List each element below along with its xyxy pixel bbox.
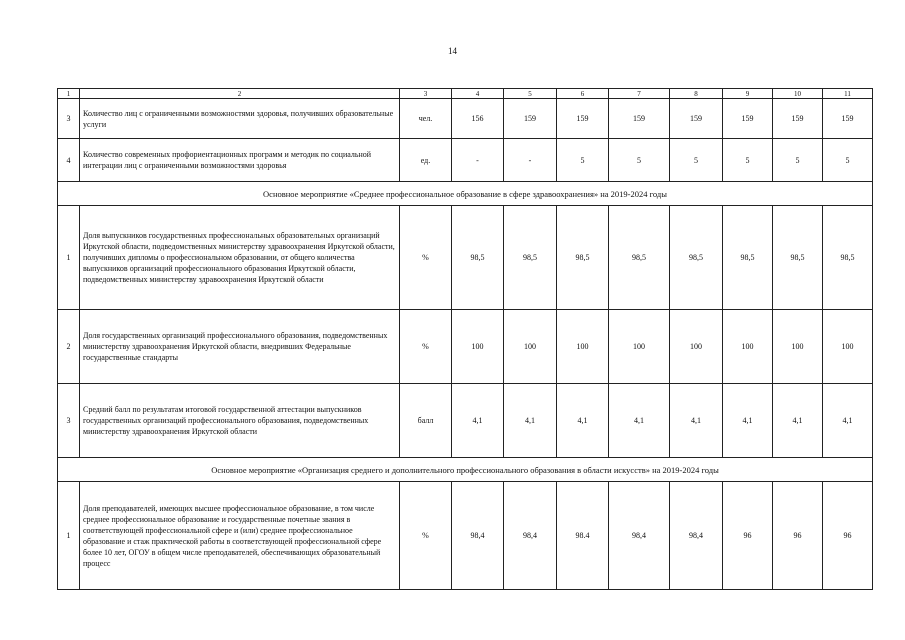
value-cell: 98,4: [670, 482, 723, 590]
unit-cell: балл: [400, 384, 452, 458]
value-cell: 100: [557, 310, 609, 384]
value-cell: 98,4: [609, 482, 670, 590]
value-cell: 4,1: [723, 384, 773, 458]
column-header-row: [58, 89, 873, 99]
value-cell: 159: [723, 99, 773, 139]
value-cell: 98,5: [557, 206, 609, 310]
value-cell: 159: [773, 99, 823, 139]
section-header-row: [58, 458, 873, 482]
value-cell: 159: [557, 99, 609, 139]
indicator-description: Доля государственных организаций профессионального образования, подведомственных министерству здравоохранения Иркутской области, внедривших Федеральные государственные стандарты: [80, 310, 400, 384]
section-title: Основное мероприятие «Организация среднего и дополнительного профессионального образования в области искусств» на 2019-2024 годы: [58, 458, 873, 482]
table-row: [58, 310, 873, 384]
value-cell: 5: [609, 139, 670, 182]
value-cell: 159: [823, 99, 873, 139]
row-number: 2: [58, 310, 80, 384]
value-cell: 4,1: [773, 384, 823, 458]
value-cell: 4,1: [609, 384, 670, 458]
value-cell: 5: [823, 139, 873, 182]
table-row: [58, 139, 873, 182]
value-cell: 98.4: [557, 482, 609, 590]
column-header: 11: [823, 89, 873, 99]
value-cell: 98,4: [504, 482, 557, 590]
value-cell: 100: [823, 310, 873, 384]
table-row: [58, 384, 873, 458]
value-cell: -: [452, 139, 504, 182]
table-row: [58, 482, 873, 590]
indicator-description: Количество современных профориентационных программ и методик по социальной интеграции лиц с ограниченными возможностями здоровья: [80, 139, 400, 182]
value-cell: 98,4: [452, 482, 504, 590]
value-cell: 98,5: [504, 206, 557, 310]
value-cell: 100: [452, 310, 504, 384]
column-header: 1: [58, 89, 80, 99]
column-header: 6: [557, 89, 609, 99]
indicators-table: [57, 88, 873, 590]
value-cell: 4,1: [823, 384, 873, 458]
table-row: [58, 206, 873, 310]
value-cell: 156: [452, 99, 504, 139]
unit-cell: ед.: [400, 139, 452, 182]
column-header: 10: [773, 89, 823, 99]
value-cell: 96: [823, 482, 873, 590]
indicator-description: Количество лиц с ограниченными возможностями здоровья, получивших образовательные услуги: [80, 99, 400, 139]
value-cell: 98,5: [823, 206, 873, 310]
column-header: 8: [670, 89, 723, 99]
value-cell: 5: [723, 139, 773, 182]
value-cell: -: [504, 139, 557, 182]
value-cell: 4,1: [670, 384, 723, 458]
table-row: [58, 99, 873, 139]
page-number: 14: [448, 46, 457, 56]
value-cell: 159: [609, 99, 670, 139]
unit-cell: %: [400, 206, 452, 310]
column-header: 9: [723, 89, 773, 99]
value-cell: 100: [670, 310, 723, 384]
column-header: 3: [400, 89, 452, 99]
section-title: Основное мероприятие «Среднее профессиональное образование в сфере здравоохранения» на 2019-2024 годы: [58, 182, 873, 206]
value-cell: 96: [723, 482, 773, 590]
value-cell: 98,5: [723, 206, 773, 310]
column-header: 5: [504, 89, 557, 99]
value-cell: 98,5: [773, 206, 823, 310]
unit-cell: %: [400, 310, 452, 384]
value-cell: 96: [773, 482, 823, 590]
row-number: 3: [58, 99, 80, 139]
row-number: 3: [58, 384, 80, 458]
value-cell: 5: [773, 139, 823, 182]
row-number: 1: [58, 482, 80, 590]
value-cell: 98,5: [670, 206, 723, 310]
indicator-description: Доля преподавателей, имеющих высшее профессиональное образование, в том числе среднее профессиональное образование и государственные почетные звания в соответствующей профессиональной сфере и (или) среднее профессиональное образование и стаж практической работы в соответствующей профессиональной сфере более 10 лет, ОГОУ в общем числе преподавателей, обеспечивающих образовательный процесс: [80, 482, 400, 590]
value-cell: 98,5: [452, 206, 504, 310]
unit-cell: чел.: [400, 99, 452, 139]
value-cell: 159: [504, 99, 557, 139]
value-cell: 5: [557, 139, 609, 182]
value-cell: 100: [773, 310, 823, 384]
value-cell: 98,5: [609, 206, 670, 310]
value-cell: 100: [723, 310, 773, 384]
unit-cell: %: [400, 482, 452, 590]
value-cell: 4,1: [557, 384, 609, 458]
indicator-description: Доля выпускников государственных профессиональных образовательных организаций Иркутской области, подведомственных министерству здравоохранения Иркутской области, получивших дипломы о профессиональном образовании, от общего количества выпускников организаций профессионального образования Иркутской области, подведомственных министерству здравоохранения Иркутской области: [80, 206, 400, 310]
value-cell: 100: [504, 310, 557, 384]
column-header: 2: [80, 89, 400, 99]
section-header-row: [58, 182, 873, 206]
indicator-description: Средний балл по результатам итоговой государственной аттестации выпускников государственных организаций профессионального образования, подведомственных министерству здравоохранения Иркутской области: [80, 384, 400, 458]
column-header: 4: [452, 89, 504, 99]
row-number: 4: [58, 139, 80, 182]
row-number: 1: [58, 206, 80, 310]
column-header: 7: [609, 89, 670, 99]
value-cell: 4,1: [452, 384, 504, 458]
value-cell: 100: [609, 310, 670, 384]
value-cell: 159: [670, 99, 723, 139]
value-cell: 4,1: [504, 384, 557, 458]
value-cell: 5: [670, 139, 723, 182]
